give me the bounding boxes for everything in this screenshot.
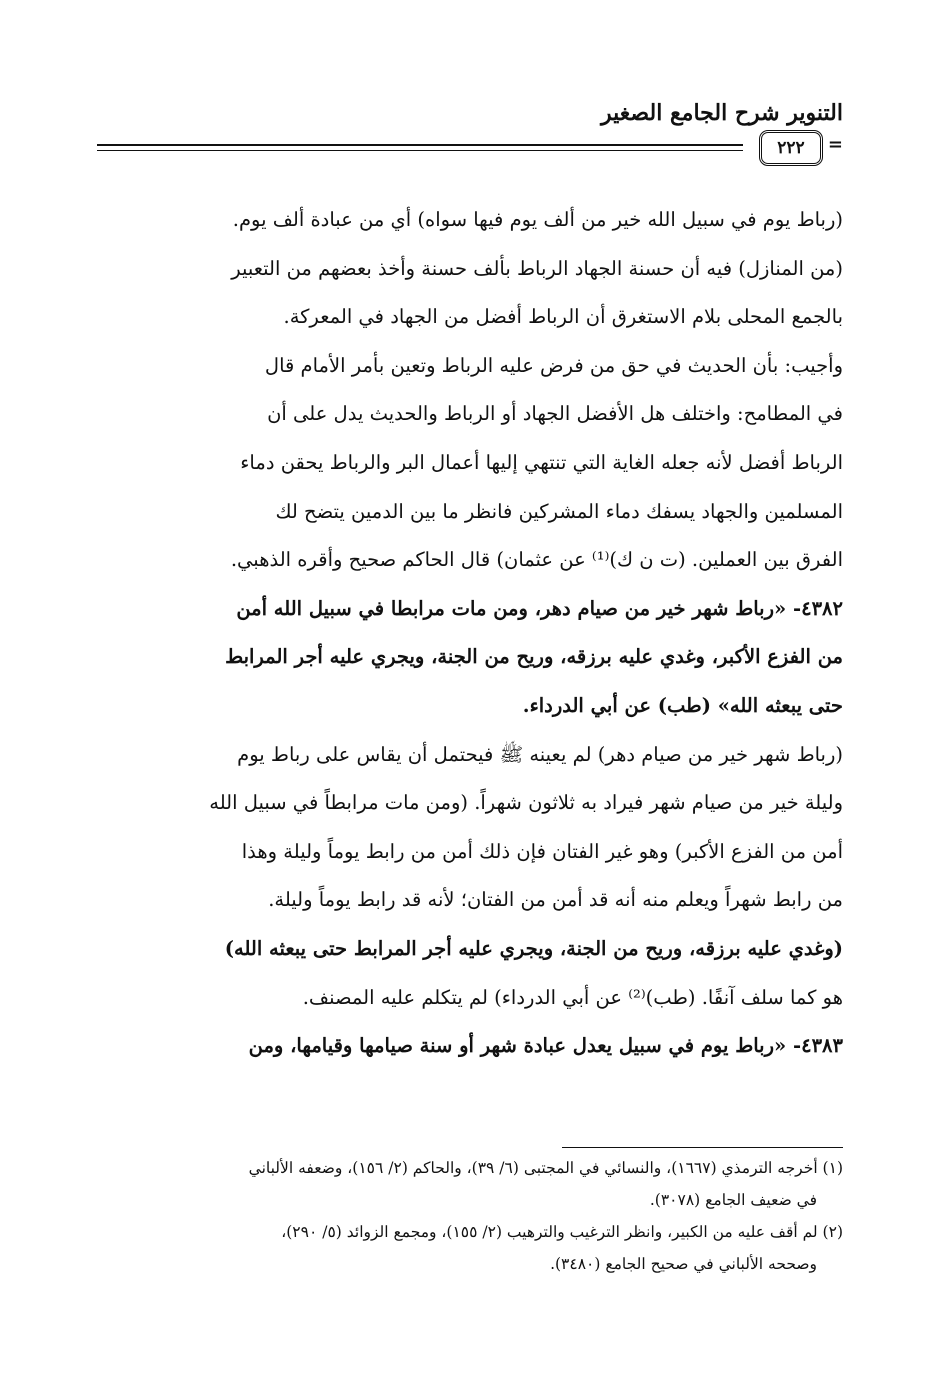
text-line: بالجمع المحلى بلام الاستغرق أن الرباط أفضل من الجهاد في المعركة. bbox=[283, 305, 843, 329]
text-line: المسلمين والجهاد يسفك دماء المشركين فانظر ما بين الدمين يتضح لك bbox=[275, 499, 843, 523]
text-line: ٤٣٨٢- «رباط شهر خير من صيام دهر، ومن مات مرابطا في سبيل الله أمن bbox=[236, 596, 843, 620]
text-line: الفرق بين العملين. (ت ن ك)⁽¹⁾ عن عثمان) قال الحاكم صحيح وأقره الذهبي. bbox=[230, 548, 843, 572]
text-line: حتى يبعثه الله» (طب) عن أبي الدرداء. bbox=[522, 693, 843, 717]
footnote-line: وصححه الألباني في صحيح الجامع (٣٤٨٠). bbox=[550, 1255, 817, 1273]
text-line: (رباط يوم في سبيل الله خير من ألف يوم فيها سواه) أي من عبادة ألف يوم. bbox=[232, 208, 843, 231]
text-line: (من المنازل) فيه أن حسنة الجهاد الرباط بألف حسنة وأخذ بعضهم من التعبير bbox=[231, 256, 843, 280]
running-title: التنوير شرح الجامع الصغير bbox=[601, 100, 843, 126]
text-line: هو كما سلف آنفًا. (طب)⁽²⁾ عن أبي الدرداء) لم يتكلم عليه المصنف. bbox=[302, 985, 843, 1009]
footnotes bbox=[97, 1152, 843, 1280]
header-rule bbox=[97, 144, 743, 146]
text-line: ٤٣٨٣- «رباط يوم في سبيل يعدل عبادة شهر أو سنة صيامها وقيامها، ومن bbox=[248, 1034, 843, 1058]
footnote-separator bbox=[562, 1147, 843, 1148]
footnote-line: (١) أخرجه الترمذي (١٦٦٧)، والنسائي في المجتبى (٦/ ٣٩)، والحاكم (٢/ ١٥٦)، وضعفه الألباني bbox=[248, 1159, 843, 1177]
text-line: (وغدي عليه برزقه، وريح من الجنة، ويجري عليه أجر المرابط حتى يبعثه الله) bbox=[224, 936, 843, 960]
page-header bbox=[97, 100, 843, 186]
page-number-mark: = bbox=[827, 134, 843, 155]
text-line: أمن من الفزع الأكبر) وهو غير الفتان فإن ذلك أمن من رابط يوماً وليلة وهذا bbox=[241, 839, 843, 863]
text-line: (رباط شهر خير من صيام دهر) لم يعينه ﷺ فيحتمل أن يقاس على رباط يوم bbox=[237, 742, 843, 766]
header-rule-thin bbox=[97, 150, 743, 151]
text-line: وليلة خير من صيام شهر فيراد به ثلاثون شهراً. (ومن مات مرابطاً في سبيل الله bbox=[209, 791, 843, 815]
text-line: من الفزع الأكبر، وغدي عليه برزقه، وريح من الجنة، ويجري عليه أجر المرابط bbox=[225, 645, 843, 669]
text-line: وأجيب: بأن الحديث في حق من فرض عليه الرباط وتعين بأمر الأمام قال bbox=[264, 353, 843, 377]
text-line: الرباط أفضل لأنه جعله الغاية التي تنتهي إليها أعمال البر والرباط يحقن دماء bbox=[240, 450, 843, 474]
footnote-line: في ضعيف الجامع (٣٠٧٨). bbox=[649, 1191, 817, 1209]
page-number: ٢٢٢ bbox=[759, 130, 823, 166]
text-line: من رابط شهراً ويعلم منه أنه قد أمن من الفتان؛ لأنه قد رابط يوماً وليلة. bbox=[268, 888, 843, 912]
footnote-line: (٢) لم أقف عليه من الكبير، وانظر الترغيب والترهيب (٢/ ١٥٥)، ومجمع الزوائد (٥/ ٢٩٠)، bbox=[281, 1223, 843, 1241]
text-line: في المطامح: واختلف هل الأفضل الجهاد أو الرباط والحديث يدل على أن bbox=[267, 402, 843, 426]
main-text bbox=[97, 196, 843, 1071]
